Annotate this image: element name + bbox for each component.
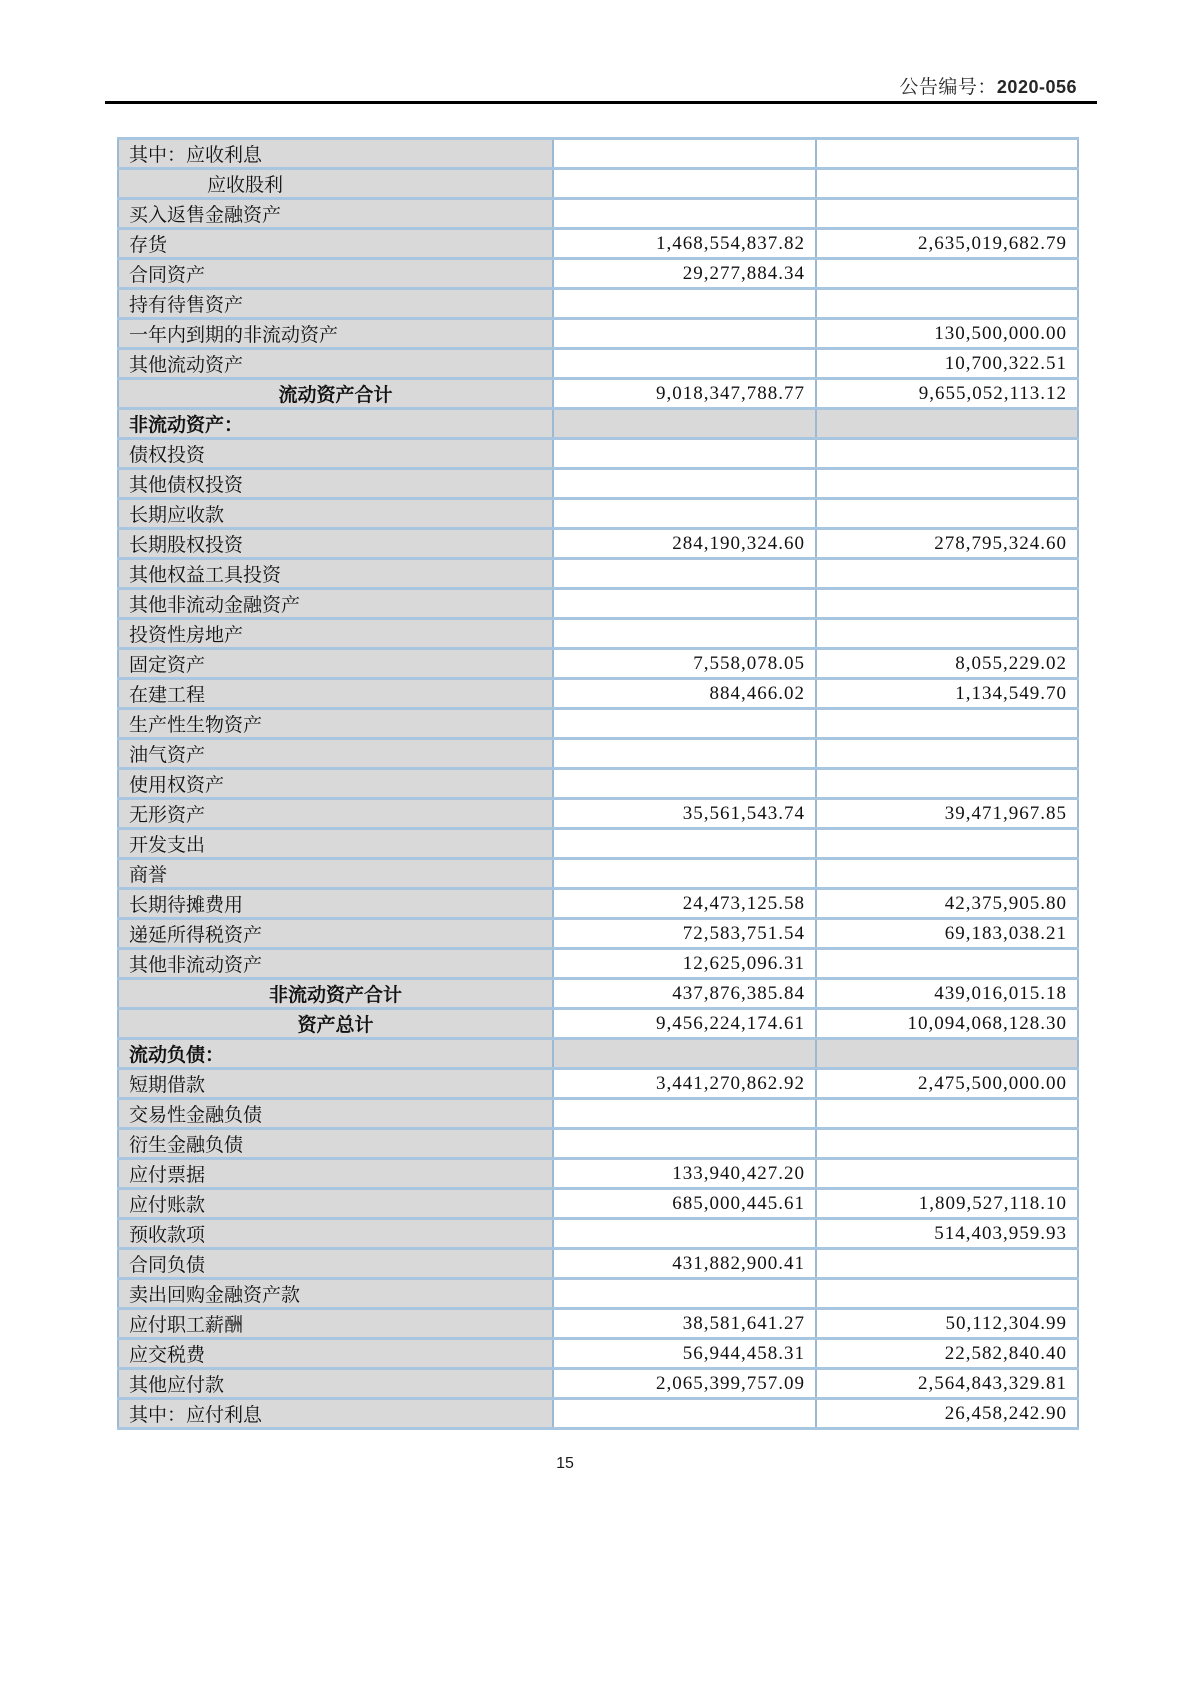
table-row	[118, 1249, 1078, 1279]
row-value-current	[553, 199, 816, 229]
row-value-current	[553, 469, 816, 499]
row-value-prior: 514,403,959.93	[816, 1219, 1078, 1249]
row-label: 应付票据	[118, 1159, 553, 1189]
table-row	[118, 1309, 1078, 1339]
row-value-current: 1,468,554,837.82	[553, 229, 816, 259]
table-row	[118, 1219, 1078, 1249]
row-value-prior: 10,700,322.51	[816, 349, 1078, 379]
row-value-prior	[816, 1249, 1078, 1279]
row-value-current	[553, 1099, 816, 1129]
announcement-number-value: 2020-056	[996, 77, 1077, 97]
row-value-prior: 22,582,840.40	[816, 1339, 1078, 1369]
row-label: 应付账款	[118, 1189, 553, 1219]
row-label: 商誉	[118, 859, 553, 889]
row-label: 预收款项	[118, 1219, 553, 1249]
row-value-prior	[816, 859, 1078, 889]
row-value-current	[553, 709, 816, 739]
row-value-prior	[816, 619, 1078, 649]
table-row	[118, 1399, 1078, 1429]
table-row	[118, 799, 1078, 829]
row-value-prior	[816, 439, 1078, 469]
table-row	[118, 379, 1078, 409]
table-row	[118, 979, 1078, 1009]
row-value-prior	[816, 139, 1078, 169]
row-value-prior	[816, 1099, 1078, 1129]
table-row	[118, 589, 1078, 619]
table-row	[118, 529, 1078, 559]
row-value-current: 38,581,641.27	[553, 1309, 816, 1339]
row-value-current: 2,065,399,757.09	[553, 1369, 816, 1399]
row-value-prior: 1,134,549.70	[816, 679, 1078, 709]
table-row	[118, 1279, 1078, 1309]
row-value-prior	[816, 409, 1078, 439]
table-row	[118, 229, 1078, 259]
table-row	[118, 259, 1078, 289]
row-label: 固定资产	[118, 649, 553, 679]
row-value-current	[553, 589, 816, 619]
row-label: 油气资产	[118, 739, 553, 769]
row-value-current	[553, 829, 816, 859]
row-value-current	[553, 619, 816, 649]
row-label: 其中：应收利息	[118, 139, 553, 169]
row-label: 应收股利	[118, 169, 553, 199]
table-row	[118, 1369, 1078, 1399]
row-value-current: 437,876,385.84	[553, 979, 816, 1009]
row-value-prior	[816, 259, 1078, 289]
row-value-prior	[816, 169, 1078, 199]
row-value-current: 133,940,427.20	[553, 1159, 816, 1189]
table-row	[118, 169, 1078, 199]
table-row	[118, 709, 1078, 739]
row-value-prior	[816, 199, 1078, 229]
table-row	[118, 619, 1078, 649]
row-label: 其他应付款	[118, 1369, 553, 1399]
row-value-prior	[816, 289, 1078, 319]
row-value-current	[553, 499, 816, 529]
row-value-current: 3,441,270,862.92	[553, 1069, 816, 1099]
table-row	[118, 1009, 1078, 1039]
balance-sheet-table-body	[118, 139, 1078, 1429]
row-value-current	[553, 349, 816, 379]
table-row	[118, 319, 1078, 349]
row-label: 买入返售金融资产	[118, 199, 553, 229]
table-row	[118, 829, 1078, 859]
row-label: 衍生金融负债	[118, 1129, 553, 1159]
row-label: 长期股权投资	[118, 529, 553, 559]
table-row	[118, 499, 1078, 529]
row-value-current	[553, 169, 816, 199]
table-row	[118, 469, 1078, 499]
row-value-current	[553, 1219, 816, 1249]
row-value-current: 685,000,445.61	[553, 1189, 816, 1219]
row-label: 非流动资产：	[118, 409, 553, 439]
table-row	[118, 1339, 1078, 1369]
row-value-prior: 39,471,967.85	[816, 799, 1078, 829]
table-row	[118, 439, 1078, 469]
row-value-current: 7,558,078.05	[553, 649, 816, 679]
row-value-prior: 50,112,304.99	[816, 1309, 1078, 1339]
row-value-prior	[816, 559, 1078, 589]
row-label: 长期应收款	[118, 499, 553, 529]
row-value-current: 56,944,458.31	[553, 1339, 816, 1369]
row-value-prior	[816, 769, 1078, 799]
row-value-prior: 1,809,527,118.10	[816, 1189, 1078, 1219]
row-label: 其他权益工具投资	[118, 559, 553, 589]
table-row	[118, 859, 1078, 889]
row-value-prior: 8,055,229.02	[816, 649, 1078, 679]
row-value-prior	[816, 1279, 1078, 1309]
row-value-current: 9,018,347,788.77	[553, 379, 816, 409]
row-value-current: 29,277,884.34	[553, 259, 816, 289]
row-label: 一年内到期的非流动资产	[118, 319, 553, 349]
row-value-prior: 69,183,038.21	[816, 919, 1078, 949]
row-value-prior	[816, 949, 1078, 979]
row-value-current	[553, 859, 816, 889]
row-value-current	[553, 769, 816, 799]
row-label: 非流动资产合计	[118, 979, 553, 1009]
table-row	[118, 139, 1078, 169]
row-value-prior	[816, 1039, 1078, 1069]
table-row	[118, 649, 1078, 679]
row-value-prior	[816, 469, 1078, 499]
table-row	[118, 739, 1078, 769]
table-row	[118, 1129, 1078, 1159]
row-value-prior	[816, 499, 1078, 529]
table-row	[118, 349, 1078, 379]
row-label: 长期待摊费用	[118, 889, 553, 919]
row-value-prior	[816, 589, 1078, 619]
row-value-prior: 278,795,324.60	[816, 529, 1078, 559]
row-label: 在建工程	[118, 679, 553, 709]
row-label: 开发支出	[118, 829, 553, 859]
row-value-current: 72,583,751.54	[553, 919, 816, 949]
row-label: 其他非流动资产	[118, 949, 553, 979]
row-value-current	[553, 1039, 816, 1069]
row-label: 生产性生物资产	[118, 709, 553, 739]
row-label: 卖出回购金融资产款	[118, 1279, 553, 1309]
row-value-prior: 10,094,068,128.30	[816, 1009, 1078, 1039]
row-value-prior: 439,016,015.18	[816, 979, 1078, 1009]
row-label: 其他债权投资	[118, 469, 553, 499]
announcement-number	[899, 72, 1077, 99]
row-label: 流动负债：	[118, 1039, 553, 1069]
row-value-prior: 2,475,500,000.00	[816, 1069, 1078, 1099]
row-label: 流动资产合计	[118, 379, 553, 409]
row-label: 资产总计	[118, 1009, 553, 1039]
row-value-current	[553, 139, 816, 169]
table-row	[118, 1099, 1078, 1129]
row-value-prior	[816, 829, 1078, 859]
row-value-current: 9,456,224,174.61	[553, 1009, 816, 1039]
row-label: 短期借款	[118, 1069, 553, 1099]
table-row	[118, 559, 1078, 589]
row-label: 递延所得税资产	[118, 919, 553, 949]
page-number: 15	[556, 1455, 574, 1472]
row-label: 债权投资	[118, 439, 553, 469]
table-row	[118, 889, 1078, 919]
row-value-current	[553, 1279, 816, 1309]
table-row	[118, 199, 1078, 229]
row-label: 其他流动资产	[118, 349, 553, 379]
table-row	[118, 949, 1078, 979]
row-value-prior: 2,635,019,682.79	[816, 229, 1078, 259]
table-row	[118, 1039, 1078, 1069]
row-label: 持有待售资产	[118, 289, 553, 319]
row-value-prior: 2,564,843,329.81	[816, 1369, 1078, 1399]
row-value-current	[553, 409, 816, 439]
table-row	[118, 1189, 1078, 1219]
table-row	[118, 1069, 1078, 1099]
row-value-prior	[816, 1159, 1078, 1189]
table-row	[118, 919, 1078, 949]
row-label: 使用权资产	[118, 769, 553, 799]
row-value-current	[553, 289, 816, 319]
row-value-current: 24,473,125.58	[553, 889, 816, 919]
row-label: 交易性金融负债	[118, 1099, 553, 1129]
row-value-current: 35,561,543.74	[553, 799, 816, 829]
row-label: 合同资产	[118, 259, 553, 289]
row-value-current	[553, 1399, 816, 1429]
table-row	[118, 1159, 1078, 1189]
row-value-current: 284,190,324.60	[553, 529, 816, 559]
row-label: 存货	[118, 229, 553, 259]
row-value-current: 884,466.02	[553, 679, 816, 709]
row-value-current	[553, 739, 816, 769]
row-value-current	[553, 319, 816, 349]
row-value-current	[553, 559, 816, 589]
row-value-prior	[816, 1129, 1078, 1159]
table-row	[118, 409, 1078, 439]
row-label: 投资性房地产	[118, 619, 553, 649]
row-label: 合同负债	[118, 1249, 553, 1279]
row-value-prior: 9,655,052,113.12	[816, 379, 1078, 409]
row-value-prior: 26,458,242.90	[816, 1399, 1078, 1429]
header-divider	[105, 101, 1097, 104]
row-value-current: 12,625,096.31	[553, 949, 816, 979]
row-value-prior	[816, 739, 1078, 769]
balance-sheet-table	[117, 137, 1079, 1430]
row-label: 其他非流动金融资产	[118, 589, 553, 619]
row-label: 应付职工薪酬	[118, 1309, 553, 1339]
row-label: 其中：应付利息	[118, 1399, 553, 1429]
row-label: 无形资产	[118, 799, 553, 829]
table-row	[118, 679, 1078, 709]
announcement-number-label: 公告编号：	[899, 77, 997, 98]
row-value-prior	[816, 709, 1078, 739]
row-value-prior: 42,375,905.80	[816, 889, 1078, 919]
row-value-prior: 130,500,000.00	[816, 319, 1078, 349]
table-row	[118, 769, 1078, 799]
row-value-current: 431,882,900.41	[553, 1249, 816, 1279]
table-row	[118, 289, 1078, 319]
row-label: 应交税费	[118, 1339, 553, 1369]
row-value-current	[553, 1129, 816, 1159]
row-value-current	[553, 439, 816, 469]
